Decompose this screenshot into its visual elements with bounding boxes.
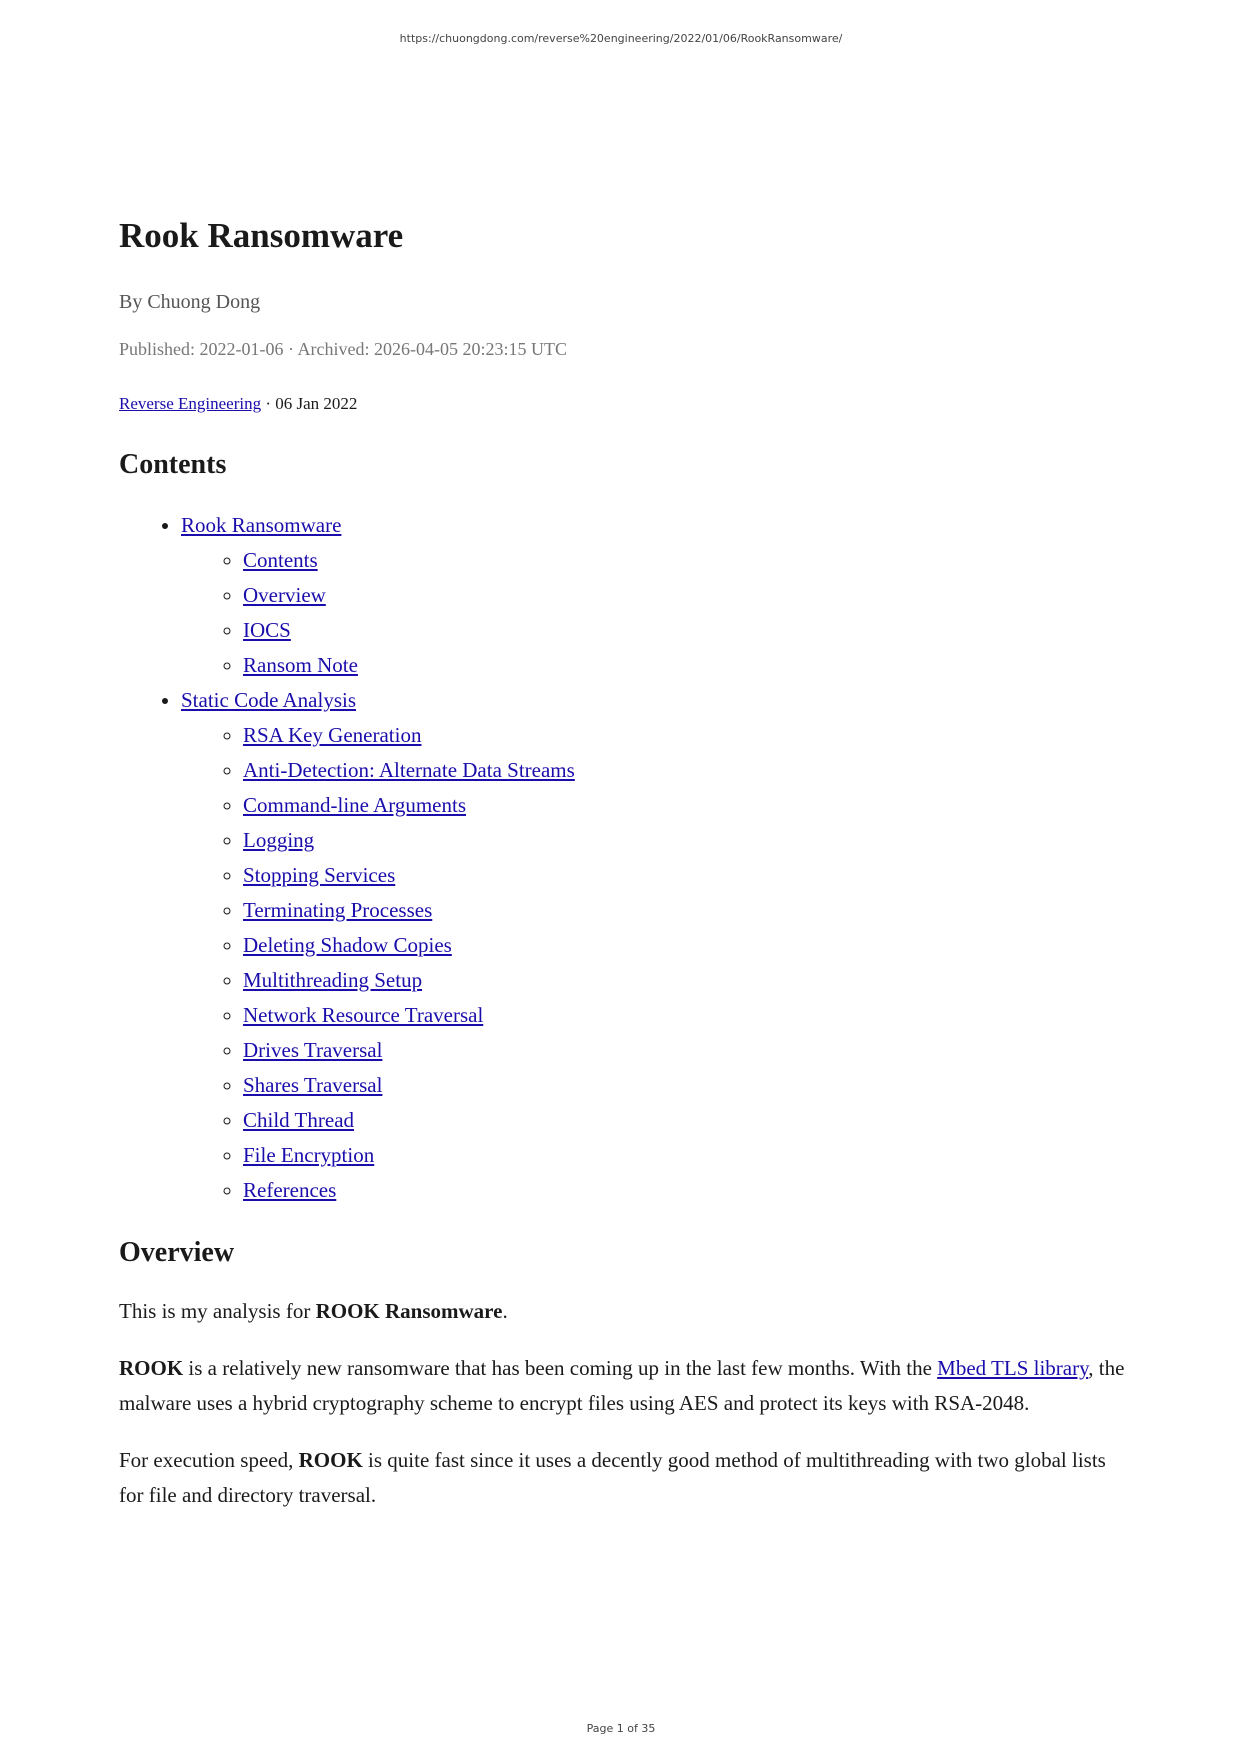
toc-sublink[interactable]: Network Resource Traversal	[243, 1003, 484, 1027]
toc-link[interactable]: Static Code Analysis	[181, 688, 356, 712]
toc-sublist	[181, 543, 1129, 683]
text-run: This is my analysis for	[119, 1299, 316, 1323]
contents-heading: Contents	[119, 449, 227, 480]
toc-sublink[interactable]: Terminating Processes	[243, 898, 433, 922]
toc-sublink[interactable]: Overview	[243, 583, 326, 607]
toc-subitem	[243, 858, 1129, 893]
toc-sublist	[181, 718, 1129, 1208]
text-run: For execution speed,	[119, 1448, 299, 1472]
toc-item	[181, 508, 1129, 683]
toc-sublink[interactable]: File Encryption	[243, 1143, 375, 1167]
toc-sublink[interactable]: Multithreading Setup	[243, 968, 423, 992]
page-title: Rook Ransomware	[119, 216, 404, 255]
bold-text: ROOK Ransomware	[315, 1299, 503, 1323]
toc-subitem	[243, 963, 1129, 998]
toc-subitem	[243, 543, 1129, 578]
author-byline: By Chuong Dong	[119, 291, 261, 313]
text-run: is a relatively new ransomware that has been coming up in the last few months. With the	[183, 1356, 938, 1380]
page-number-footer: Page 1 of 35	[586, 1722, 656, 1735]
toc-link[interactable]: Rook Ransomware	[181, 513, 342, 537]
category-link[interactable]: Reverse Engineering	[119, 394, 262, 413]
bold-text: ROOK	[119, 1356, 184, 1380]
toc-sublink[interactable]: IOCS	[243, 618, 291, 642]
toc-subitem	[243, 823, 1129, 858]
toc-sublink[interactable]: Child Thread	[243, 1108, 355, 1132]
overview-paragraph-2	[119, 1351, 1129, 1421]
toc-sublink[interactable]: Command-line Arguments	[243, 793, 467, 817]
toc-subitem	[243, 1103, 1129, 1138]
toc-subitem	[243, 613, 1129, 648]
toc-subitem	[243, 998, 1129, 1033]
toc-sublink[interactable]: Stopping Services	[243, 863, 396, 887]
toc-subitem	[243, 1138, 1129, 1173]
toc-sublink[interactable]: References	[243, 1178, 337, 1202]
toc-sublink[interactable]: Logging	[243, 828, 315, 852]
toc-sublink[interactable]: Drives Traversal	[243, 1038, 383, 1062]
toc-subitem	[243, 1068, 1129, 1103]
text-run: , the malware uses a hybrid cryptography scheme to encrypt files using AES and protect its keys with RSA-2048.	[119, 1356, 1125, 1415]
text-run: is quite fast since it uses a decently good method of multithreading with two global lists for file and directory traversal.	[119, 1448, 1106, 1507]
page-url-header: https://chuongdong.com/reverse%20engineering/2022/01/06/RookRansomware/	[399, 32, 843, 45]
text-run: .	[502, 1299, 508, 1323]
toc-subitem	[243, 718, 1129, 753]
toc-sublink[interactable]: RSA Key Generation	[243, 723, 422, 747]
toc-sublink[interactable]: Shares Traversal	[243, 1073, 383, 1097]
mbed-tls-link[interactable]: Mbed TLS library	[937, 1356, 1089, 1380]
toc-sublink[interactable]: Anti-Detection: Alternate Data Streams	[243, 758, 575, 782]
toc-subitem	[243, 893, 1129, 928]
table-of-contents	[119, 508, 1129, 1208]
toc-subitem	[243, 788, 1129, 823]
category-line	[119, 392, 1129, 416]
overview-heading: Overview	[119, 1237, 235, 1268]
publish-archive-meta: Published: 2022-01-06 · Archived: 2026-04-05 20:23:15 UTC	[119, 339, 567, 359]
toc-sublink[interactable]: Deleting Shadow Copies	[243, 933, 452, 957]
toc-sublink[interactable]: Contents	[243, 548, 318, 572]
toc-subitem	[243, 1033, 1129, 1068]
overview-paragraph-1	[119, 1294, 1129, 1329]
toc-subitem	[243, 648, 1129, 683]
toc-subitem	[243, 1173, 1129, 1208]
post-date: · 06 Jan 2022	[265, 394, 358, 413]
overview-paragraph-3	[119, 1443, 1129, 1513]
toc-subitem	[243, 753, 1129, 788]
article	[119, 212, 1129, 1513]
toc-subitem	[243, 578, 1129, 613]
toc-sublink[interactable]: Ransom Note	[243, 653, 358, 677]
toc-item	[181, 683, 1129, 1208]
bold-text: ROOK	[298, 1448, 363, 1472]
toc-subitem	[243, 928, 1129, 963]
